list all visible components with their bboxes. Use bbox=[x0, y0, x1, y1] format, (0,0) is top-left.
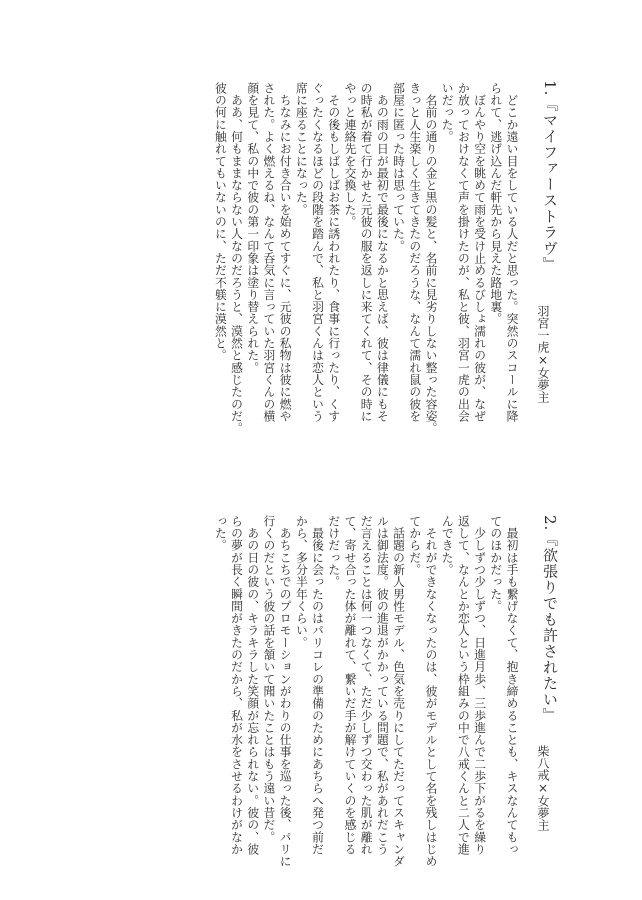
section-1-line: ああ、何もままならない人なのだろうと、漠然と感じたのだ。 bbox=[229, 82, 244, 435]
section-2-title: 2.『欲張りでも許されたい』 bbox=[541, 515, 559, 724]
section-1-line: あの雨の日が最初で最後になるかと思えば、彼は律儀にもそ bbox=[375, 82, 390, 423]
section-1-author: 羽宮一虎×女夢主 bbox=[536, 305, 550, 403]
section-1-line: の時私が着て行かせた元彼の服を返しに来てくれて、その時に bbox=[359, 82, 374, 423]
section-2-line: 少しずつ少しずつ、日進月歩、三歩進んで二歩下がるを繰り bbox=[472, 515, 487, 856]
section-2-line: 最初は手も繋げなくて、抱き締めることも、キスなんてもっ bbox=[505, 515, 519, 856]
section-1-line: やっと連絡先を交換した。 bbox=[342, 82, 357, 228]
section-2-line: 最後に会ったのはパリコレの準備のためにあちらへ発つ前だ bbox=[310, 515, 325, 856]
section-1-line: 部屋に匿った時は思っていた。 bbox=[391, 82, 406, 253]
section-1-body bbox=[212, 82, 520, 434]
section-1-line: 席に座ることになった。 bbox=[294, 82, 309, 216]
section-1-line: きっと人生楽しく生きてきたのだろうな、なんて濡れ鼠の彼を bbox=[407, 82, 422, 423]
section-1-line: 顔を見て、私の中で彼の第一印象は塗り替えられた。 bbox=[245, 82, 260, 374]
section-2-line: て、寄せ合った体が離れて、繋いだ手が解けていくのを感じる bbox=[342, 515, 357, 856]
section-1-line: いだった。 bbox=[440, 82, 455, 143]
section-1-line: 名前の通りの金と黒の髪と、名前に見劣りしない整った容姿。 bbox=[423, 82, 438, 435]
section-2-author: 柴八戒×女夢主 bbox=[536, 745, 550, 831]
section-2-line: った。 bbox=[213, 515, 228, 552]
section-1-line: ぐったくなるほどの段階を踏んで、私と羽宮くんは恋人という bbox=[310, 82, 325, 423]
section-1-title: 1.『マイファーストラヴ』 bbox=[541, 80, 559, 273]
section-2-line: から、多分半年くらい。 bbox=[294, 515, 309, 649]
section-2-line: 行くのだという彼の話を頷いて聞いたことはもう遠い昔だ。 bbox=[261, 515, 276, 844]
section-2-line: あの日の彼の、キラキラした笑顔が忘れられない。彼の、彼 bbox=[245, 515, 260, 856]
section-2-line: らの夢が長く瞬間がきたのだから、私が水をさせるわけがなか bbox=[229, 515, 244, 856]
section-1-line: か放っておけなくて声を掛けたのが、私と彼、羽宮一虎の出会 bbox=[456, 82, 471, 423]
section-1-line: ちなみにお付き合いを始めてすぐに、元彼の私物は彼に燃や bbox=[278, 82, 293, 423]
section-2-line: んできた。 bbox=[440, 515, 455, 576]
section-1-line: された。よく燃えるね、なんて呑気に言っていた羽宮くんの横 bbox=[261, 82, 276, 423]
section-1-line: 彼の何に触れてもいないのに、ただ不躾に漠然と。 bbox=[213, 82, 228, 362]
section-2-line: 話題の新人男性モデル、色気を売りにしてただってスキャンダ bbox=[391, 515, 406, 868]
section-2-line: ルは御法度。彼の進退がかかっている問題で、私があれだこう bbox=[375, 515, 390, 856]
section-2-body bbox=[212, 515, 520, 867]
section-2-line: てのほかだった。 bbox=[488, 515, 503, 613]
section-2-line: それができなくなったのは、彼がモデルとして名を残しはじめ bbox=[423, 515, 438, 868]
section-1-line: どこか遠い目をしている人だと思った。突然のスコールに降 bbox=[505, 82, 519, 423]
section-1-line: その後もしばしばお茶に誘われたり、食事に行ったり、くす bbox=[326, 82, 341, 423]
section-1-line: られて、逃げ込んだ軒先から見えた路地裏。 bbox=[488, 82, 503, 325]
section-2-line: だけだった。 bbox=[326, 515, 341, 588]
section-2-line: だ言えることは何一つなくて、ただ少しずつ交わった肌が離れ bbox=[359, 515, 374, 856]
section-2-line: てからだ。 bbox=[407, 515, 422, 576]
section-2-line: あちこちでのプロモーションがわりの仕事を巡った後、パリに bbox=[278, 515, 293, 868]
section-2-line: 返して、なんとか恋人という枠組みの中で八戒くんと二人で進 bbox=[456, 515, 471, 856]
section-1-line: ぼんやり空を眺めて雨を受け止めるびしょ濡れの彼が、なぜ bbox=[472, 82, 487, 423]
